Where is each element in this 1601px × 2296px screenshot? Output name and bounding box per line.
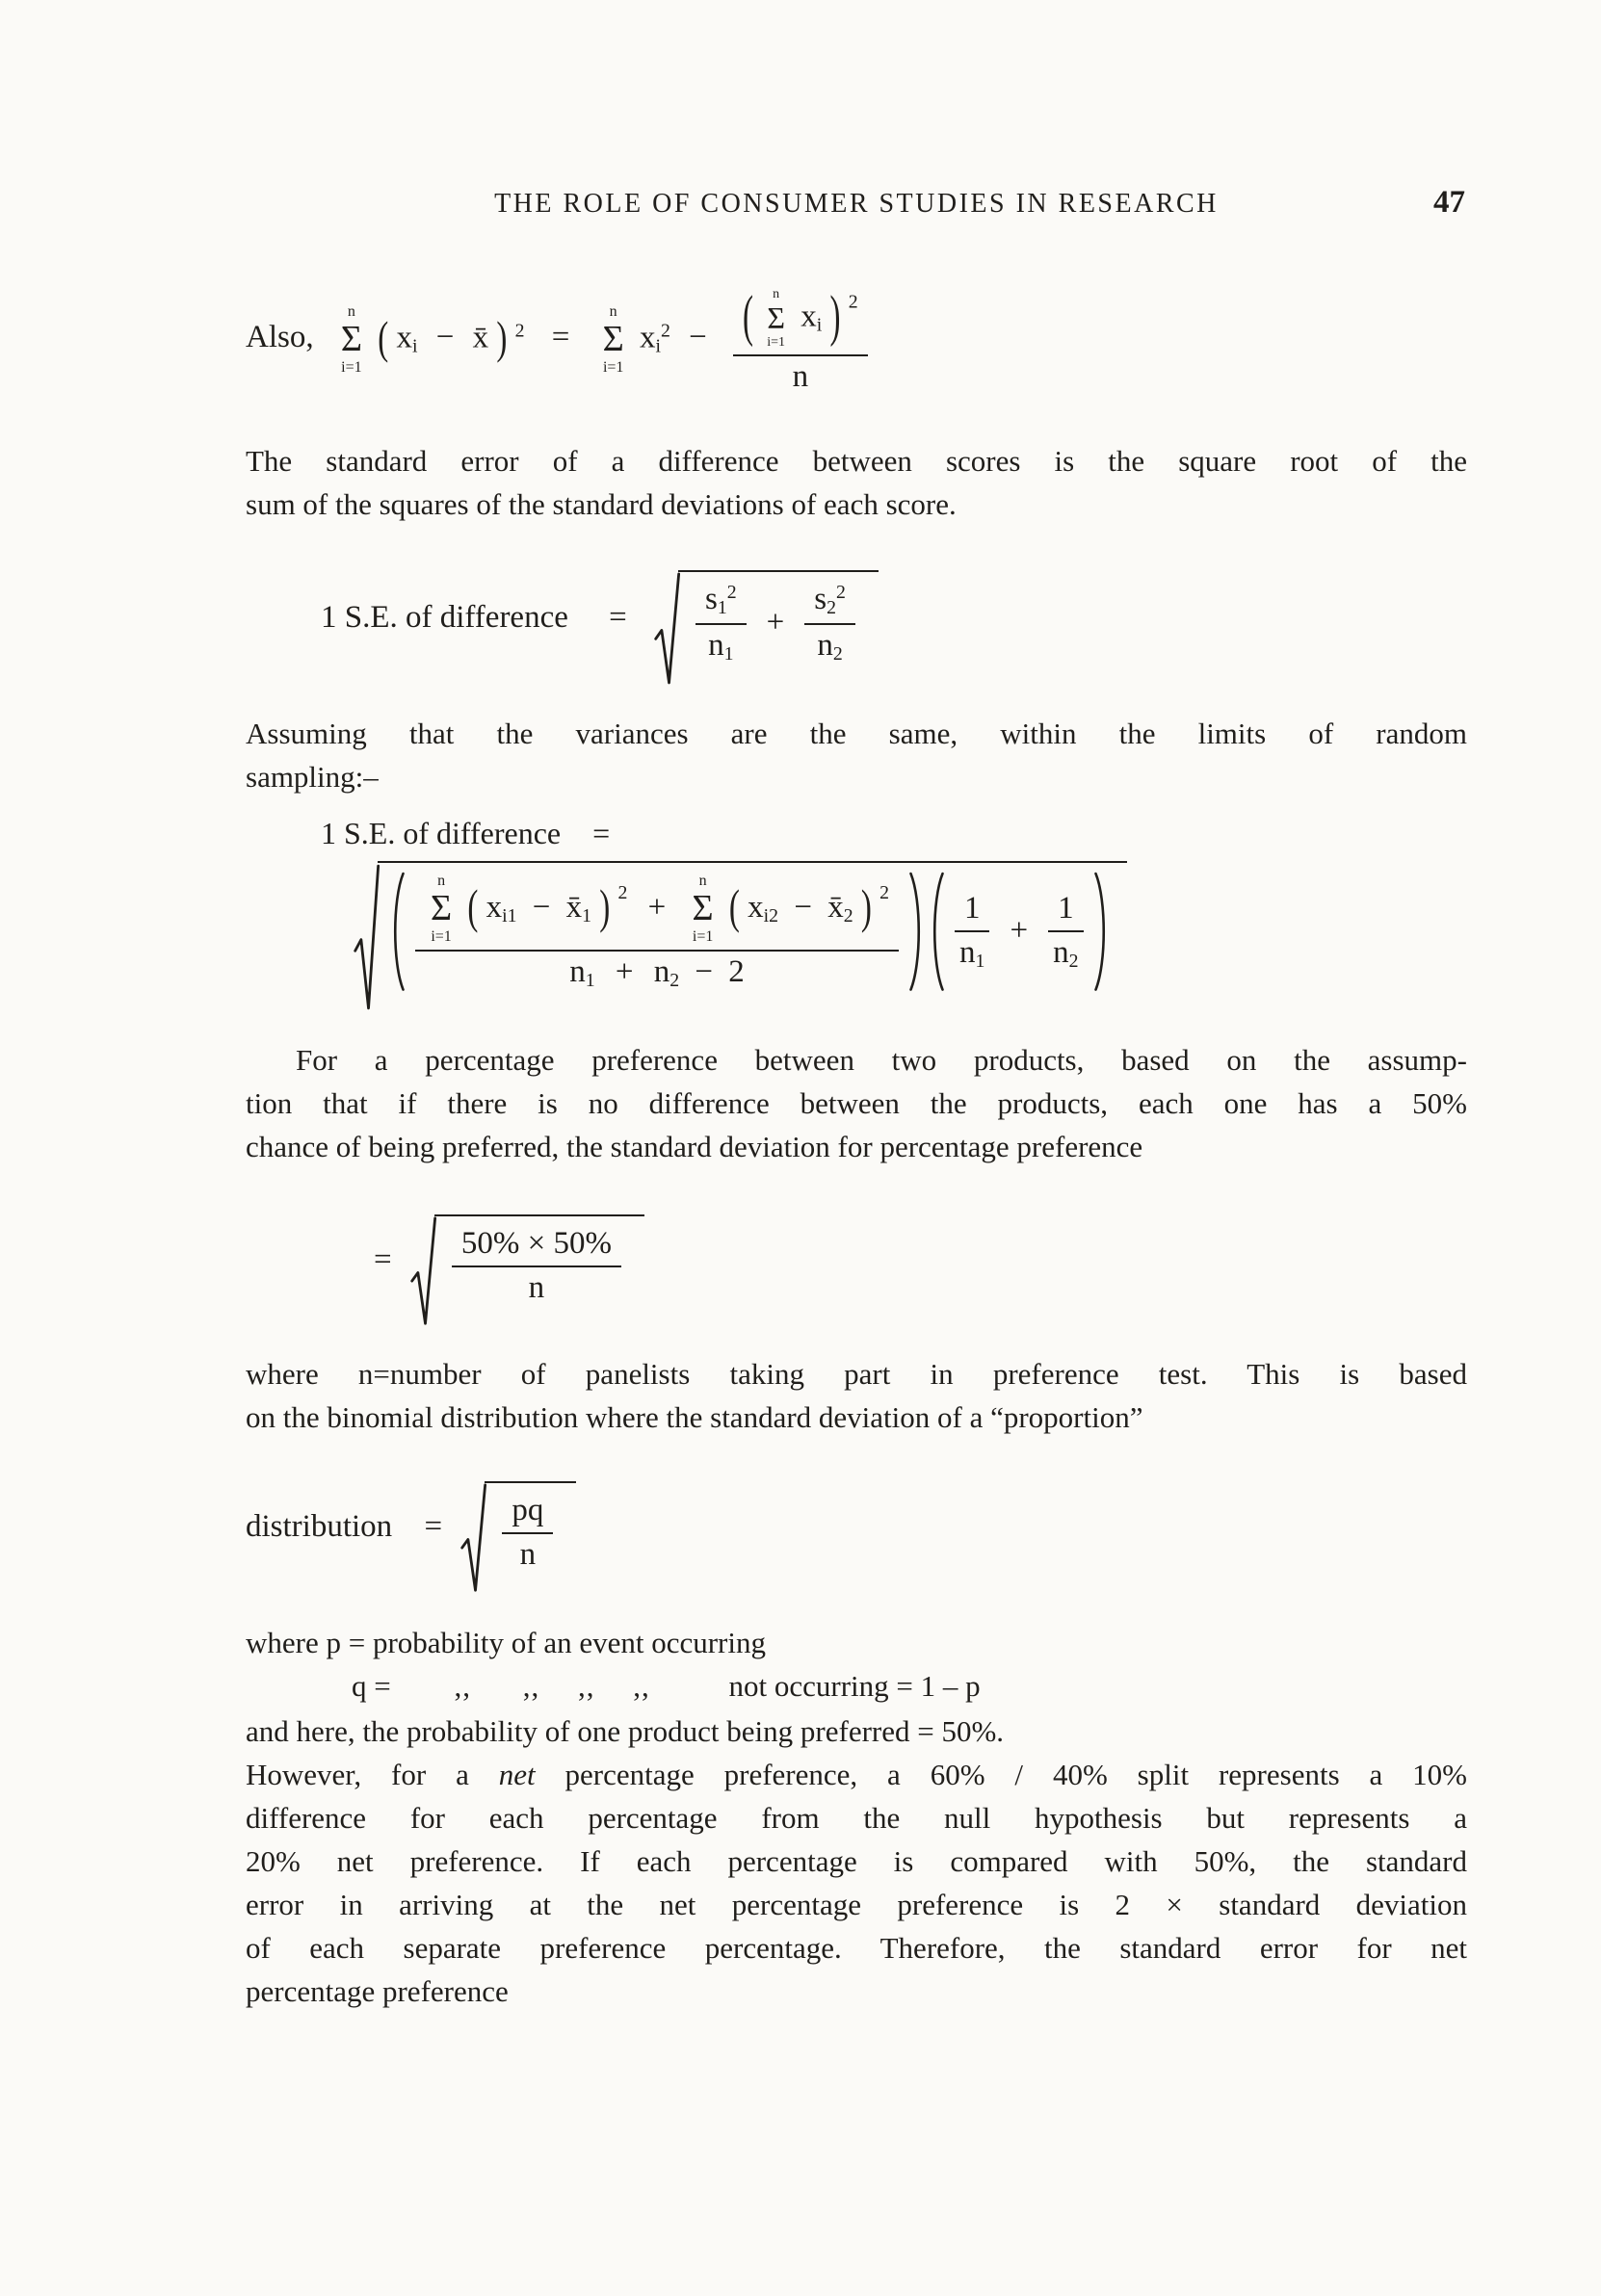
square-root — [354, 861, 1127, 997]
subscript-1: 1 — [717, 596, 727, 618]
summation-operator — [603, 303, 624, 378]
open-paren: ( — [728, 882, 740, 935]
subscript-2: 2 — [1068, 951, 1079, 973]
paragraph-line: The standard error of a difference between scores is the square root of the — [246, 443, 1467, 478]
superscript-2: 2 — [617, 881, 628, 903]
plus-operator: + — [647, 889, 667, 925]
plus-operator: + — [615, 954, 634, 990]
paragraph-line: where n=number of panelists taking part in preference test. This is based — [246, 1357, 1467, 1392]
summation-lower-limit: i=1 — [602, 358, 624, 376]
q-definition-text: not occurring = 1 – p — [728, 1669, 981, 1704]
fraction — [696, 580, 747, 665]
paragraph — [246, 1352, 1467, 1439]
subscript-2: 2 — [827, 596, 836, 618]
summation-upper-limit: n — [609, 302, 617, 320]
number-2: 2 — [728, 954, 745, 990]
ditto-mark: ,, — [454, 1669, 471, 1704]
summation-upper-limit: n — [437, 872, 446, 889]
sigma-symbol: Σ — [431, 888, 453, 929]
paragraph-line: error in arriving at the net percentage preference is 2 × standard deviation — [246, 1888, 1467, 1922]
ditto-mark: ,, — [633, 1669, 650, 1704]
fraction-denominator — [708, 625, 733, 665]
close-paren-tall — [908, 871, 925, 993]
variable-n: n — [817, 627, 833, 663]
fraction-denominator: n — [519, 1537, 537, 1573]
paragraph-line: chance of being preferred, the standard deviation for percentage preference — [246, 1130, 1143, 1164]
radical-sign — [354, 861, 380, 1016]
variable-n: n — [569, 954, 586, 990]
summation-operator — [693, 873, 714, 947]
radicand — [678, 570, 879, 669]
subscript-2: 2 — [669, 970, 680, 992]
paragraph-line: 20% net preference. If each percentage is compared with 50%, the standard — [246, 1844, 1467, 1879]
paragraph-line: on the binomial distribution where the standard deviation of a “proportion” — [246, 1400, 1143, 1435]
variable-xbar: x̄ — [565, 889, 583, 925]
paragraph — [246, 439, 1467, 526]
variable-x: x — [748, 889, 764, 925]
close-paren: ) — [860, 882, 872, 935]
fraction-denominator — [1053, 932, 1078, 973]
subscript-i: i — [816, 314, 823, 336]
minus-operator: − — [695, 954, 713, 990]
paragraph-line: and here, the probability of one product being preferred = 50%. — [246, 1714, 1005, 1749]
square-root — [460, 1481, 576, 1577]
superscript-2: 2 — [514, 320, 525, 342]
radical-sign — [654, 570, 680, 689]
formula-lead-text: distribution — [246, 1509, 393, 1545]
superscript-2: 2 — [848, 291, 858, 313]
subscript-2: 2 — [843, 904, 853, 926]
sigma-symbol: Σ — [602, 318, 624, 359]
radicand — [378, 861, 1127, 997]
superscript-2: 2 — [726, 581, 737, 603]
formula-lead-text: 1 S.E. of difference — [321, 815, 562, 850]
fraction — [415, 871, 899, 993]
square-root — [410, 1214, 644, 1310]
summation-lower-limit: i=1 — [341, 358, 362, 376]
superscript-2: 2 — [836, 581, 846, 603]
q-lead: q = — [352, 1669, 391, 1704]
close-paren: ) — [599, 882, 611, 935]
variable-xbar: x̄ — [472, 320, 489, 355]
formula-se-of-difference — [246, 570, 1467, 669]
equals-sign: = — [592, 815, 611, 850]
variable-x: x — [486, 889, 503, 925]
close-paren: ) — [829, 286, 841, 350]
equals-sign: = — [609, 599, 627, 635]
paragraph-line: of each separate preference percentage. Therefore, the standard error for net — [246, 1931, 1467, 1966]
radicand — [485, 1481, 576, 1577]
radicand — [434, 1214, 644, 1310]
equals-sign: = — [424, 1509, 443, 1545]
page-number: 47 — [1433, 185, 1465, 220]
minus-operator: − — [435, 320, 455, 355]
running-title: THE ROLE OF CONSUMER STUDIES IN RESEARCH — [494, 189, 1219, 219]
fraction-denominator — [817, 625, 842, 665]
fraction — [955, 889, 990, 973]
paragraph-line — [246, 1753, 1467, 1796]
summation-lower-limit: i=1 — [692, 927, 714, 945]
paragraph — [246, 712, 1467, 798]
summation-upper-limit: n — [698, 872, 707, 889]
paragraph-line: sum of the squares of the standard deviations of each score. — [246, 486, 957, 521]
paragraph-line: percentage preference — [246, 1974, 509, 2009]
summation-operator — [341, 303, 362, 378]
summation-lower-limit: i=1 — [431, 927, 452, 945]
summation-lower-limit: i=1 — [767, 334, 786, 350]
minus-operator: − — [689, 320, 707, 355]
formula-proportion-sd — [246, 1481, 1467, 1577]
open-paren: ( — [743, 286, 753, 350]
fraction-numerator: pq — [502, 1491, 553, 1534]
formula-pooled-se — [246, 861, 1467, 997]
radical-sign — [410, 1214, 436, 1329]
ditto-mark: ,, — [577, 1669, 595, 1704]
minus-operator: − — [532, 889, 551, 925]
formula-sd-percentage-preference — [246, 1214, 1467, 1310]
plus-operator: + — [766, 604, 785, 639]
sigma-symbol: Σ — [692, 888, 714, 929]
superscript-2: 2 — [879, 881, 889, 903]
open-paren-tall — [929, 871, 945, 993]
paragraph — [246, 1709, 1467, 2013]
fraction — [502, 1491, 553, 1573]
open-paren: ( — [378, 314, 389, 365]
subscript-1: 1 — [723, 642, 734, 665]
open-paren-tall — [389, 871, 406, 993]
fraction — [804, 580, 855, 665]
equals-sign: = — [551, 320, 570, 355]
variable-x: x — [396, 320, 412, 355]
summation-operator — [431, 873, 452, 947]
paragraph-text: However, for a — [246, 1758, 499, 1792]
subscript-2: 2 — [832, 642, 843, 665]
radical-sign — [460, 1481, 486, 1596]
formula-lead-text: 1 S.E. of difference — [321, 599, 568, 635]
subscript-1: 1 — [975, 951, 985, 973]
fraction-denominator: n — [528, 1270, 545, 1306]
subscript-1: 1 — [585, 970, 595, 992]
equals-sign: = — [374, 1242, 392, 1278]
subscript-i2: i2 — [763, 904, 779, 926]
paragraph-line: tion that if there is no difference between the products, each one has a 50% — [246, 1086, 1467, 1121]
fraction-numerator: 1 — [1048, 889, 1084, 932]
superscript-2: 2 — [660, 320, 670, 342]
fraction-numerator — [696, 580, 747, 625]
definitions-block — [246, 1621, 1467, 1708]
q-definition-line — [246, 1664, 1467, 1708]
variable-x: x — [639, 320, 656, 355]
formula-sum-of-squares-identity — [246, 285, 1467, 395]
paragraph-line: Assuming that the variances are the same, within the limits of random — [246, 716, 1467, 750]
summation-upper-limit: n — [347, 302, 355, 320]
paragraph-line: difference for each percentage from the null hypothesis but represents a — [246, 1801, 1467, 1836]
fraction-denominator — [959, 932, 984, 973]
sigma-symbol: Σ — [340, 318, 362, 359]
p-definition-line: where p = probability of an event occurring — [246, 1626, 766, 1660]
fraction-numerator — [733, 285, 868, 356]
formula-intro-word: Also, — [246, 320, 314, 355]
fraction-numerator: 1 — [955, 889, 990, 932]
fraction-numerator — [415, 871, 899, 952]
minus-operator: − — [794, 889, 812, 925]
fraction-numerator: 50% × 50% — [452, 1224, 621, 1267]
sigma-symbol: Σ — [767, 300, 785, 336]
paragraph-line: For a percentage preference between two products, based on the assump- — [296, 1043, 1467, 1078]
paragraph-line: sampling:– — [246, 759, 379, 794]
variable-n: n — [959, 935, 976, 971]
open-paren: ( — [467, 882, 479, 935]
variable-n: n — [1053, 935, 1069, 971]
subscript-1: 1 — [582, 904, 592, 926]
variable-xbar: x̄ — [827, 889, 844, 925]
variable-n: n — [708, 627, 724, 663]
plus-operator: + — [1010, 913, 1029, 949]
formula-label-line — [246, 816, 1467, 851]
variable-s: s — [814, 581, 827, 616]
paragraph — [246, 1038, 1467, 1168]
fraction-numerator — [804, 580, 855, 625]
fraction-denominator: n — [792, 358, 809, 394]
paragraph-text: percentage preference, a 60% / 40% split represents a 10% — [535, 1758, 1468, 1792]
variable-n: n — [653, 954, 670, 990]
ditto-mark: ,, — [522, 1669, 540, 1704]
variable-s: s — [705, 581, 718, 616]
fraction-denominator — [569, 952, 745, 992]
italic-word-net: net — [498, 1758, 536, 1792]
fraction — [1048, 889, 1084, 973]
close-paren: ) — [496, 314, 508, 365]
page-content — [246, 0, 1467, 2013]
summation-operator — [767, 287, 785, 351]
subscript-i1: i1 — [502, 904, 517, 926]
subscript-i: i — [411, 335, 418, 357]
fraction — [733, 285, 868, 395]
summation-upper-limit: n — [773, 287, 780, 301]
fraction — [452, 1224, 621, 1306]
subscript-i: i — [655, 335, 661, 357]
close-paren-tall — [1093, 871, 1110, 993]
square-root — [654, 570, 879, 669]
variable-x: x — [800, 299, 817, 334]
running-header — [246, 185, 1467, 229]
